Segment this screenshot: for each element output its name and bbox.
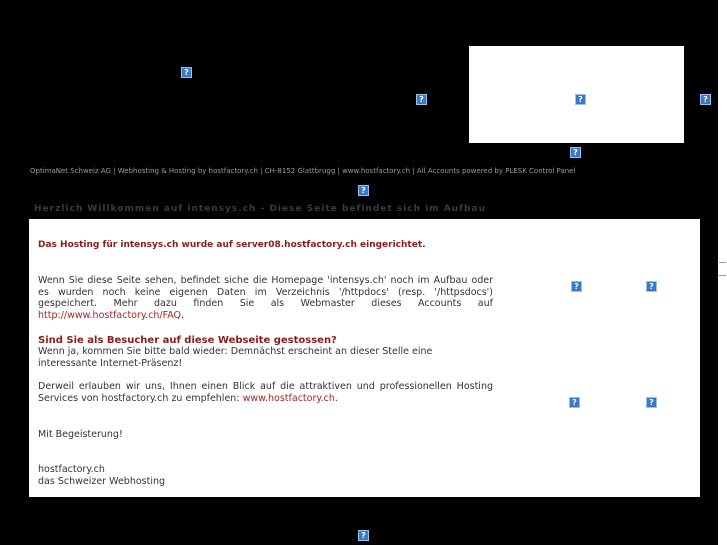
services-paragraph: Derweil erlauben wir uns, Ihnen einen Blick auf die attraktiven und professionellen Hosting Services von hostfactory.ch zu empfehlen: www.hostfactory.ch. xyxy=(38,381,493,404)
broken-image-icon: ? xyxy=(646,281,657,292)
broken-image-icon: ? xyxy=(575,94,586,105)
faq-link[interactable]: http://www.hostfactory.ch/FAQ xyxy=(38,309,182,321)
broken-image-icon: ? xyxy=(358,185,369,196)
broken-image-icon: ? xyxy=(646,397,657,408)
services-text: Derweil erlauben wir uns, Ihnen einen Blick auf die attraktiven und professionellen Hosting Services von hostfactory.ch zu empfehlen: xyxy=(38,381,493,404)
broken-image-icon: ? xyxy=(181,67,192,78)
signature-tagline: das Schweizer Webhosting xyxy=(38,476,166,487)
content-panel xyxy=(29,219,700,497)
intro-paragraph: Wenn Sie diese Seite sehen, befindet siche die Homepage 'intensys.ch' noch im Aufbau oder es wurden noch keine eigenen Daten im Verzeichnis '/httpdocs' (resp. '/httpsdocs') gespeichert. Mehr dazu finden Sie als Webmaster dieses Accounts auf http://www.hostfactory.ch/FAQ. xyxy=(38,275,493,321)
visitor-heading: Sind Sie als Besucher auf diese Webseite gestossen? xyxy=(38,335,337,346)
broken-image-icon: ? xyxy=(570,147,581,158)
welcome-heading: Herzlich Willkommen auf intensys.ch - Diese Seite befindet sich im Aufbau xyxy=(34,204,486,214)
hostfactory-link[interactable]: www.hostfactory.ch xyxy=(242,392,335,404)
footer-text: OptimaNet Schweiz AG | Webhosting & Hosting by hostfactory.ch | CH-8152 Glattbrugg | www.hostfactory.ch | All Accounts powered by PLESK Control Panel xyxy=(30,167,576,175)
broken-image-icon: ? xyxy=(416,94,427,105)
intro-text: Wenn Sie diese Seite sehen, befindet siche die Homepage 'intensys.ch' noch im Aufbau oder es wurden noch keine eigenen Daten im Verzeichnis '/httpdocs' (resp. '/httpsdocs') gespeichert. Mehr dazu finden Sie als Webmaster dieses Accounts auf xyxy=(38,275,493,309)
signature-company: hostfactory.ch xyxy=(38,464,105,475)
scrollbar[interactable] xyxy=(718,0,727,545)
hosting-info: Das Hosting für intensys.ch wurde auf server08.hostfactory.ch eingerichtet. xyxy=(38,240,426,250)
broken-image-icon: ? xyxy=(569,397,580,408)
broken-image-icon: ? xyxy=(358,530,369,541)
scrollbar-grip[interactable] xyxy=(719,262,726,276)
visitor-paragraph: Wenn ja, kommen Sie bitte bald wieder: Demnächst erscheint an dieser Stelle eine interessante Internet-Präsenz! xyxy=(38,346,433,369)
signoff: Mit Begeisterung! xyxy=(38,429,123,440)
broken-image-icon: ? xyxy=(571,281,582,292)
broken-image-icon: ? xyxy=(700,94,711,105)
